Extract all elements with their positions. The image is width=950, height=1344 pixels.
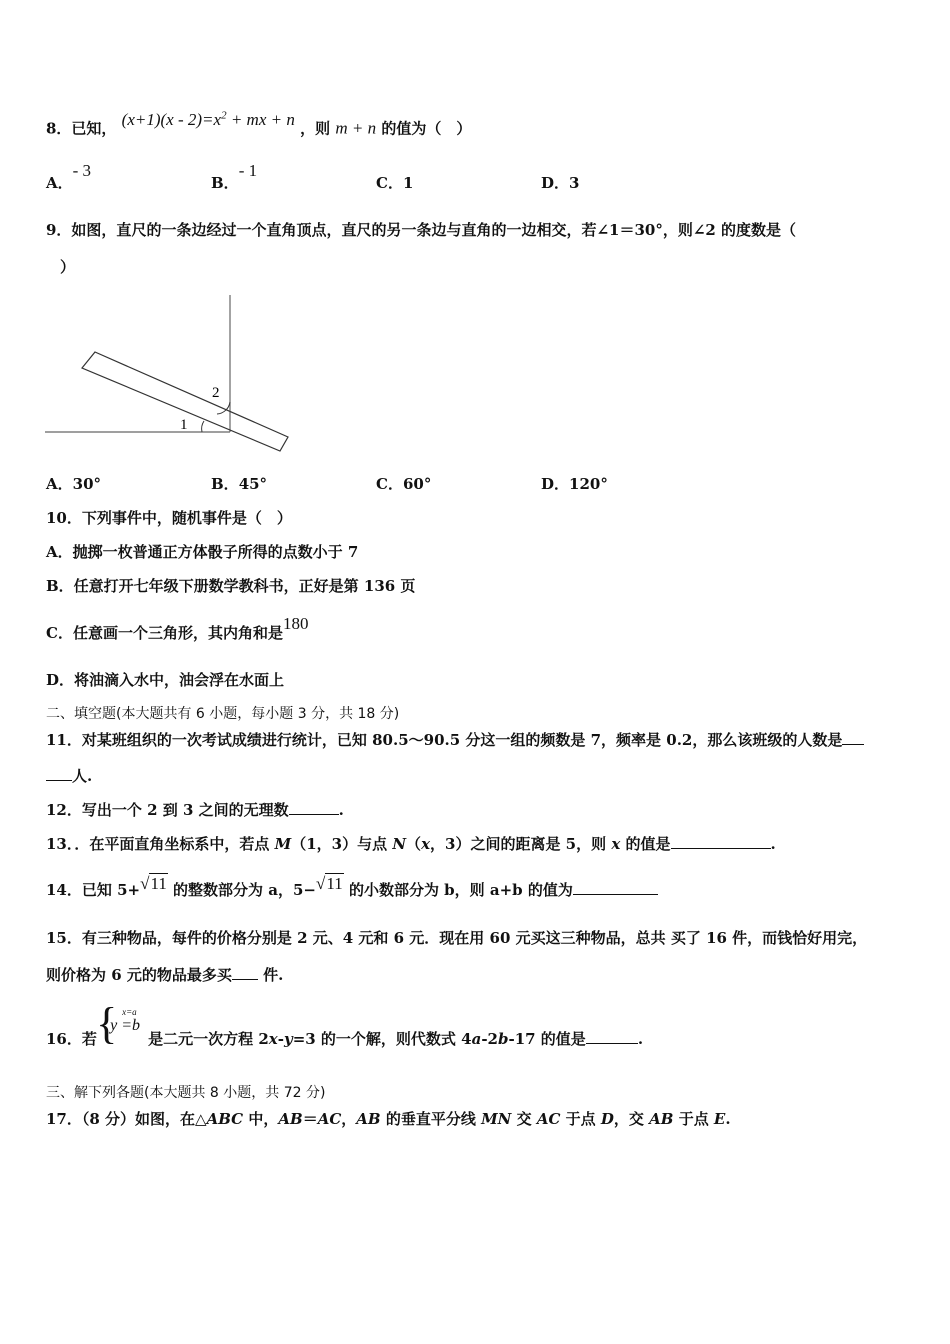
q8-eq-lhs: (x+1)(x - 2) <box>121 109 203 129</box>
q8-option-b-label: B． <box>211 174 239 192</box>
q17-part9: 于点 <box>673 1110 714 1128</box>
q9-option-c-label: C． <box>376 475 403 493</box>
q16-tail: . <box>637 1030 644 1048</box>
q17-seg-ab-3: AB <box>649 1110 674 1128</box>
q17-part3: ＝ <box>302 1110 318 1128</box>
q15-line2-text: 则价格为 6 元的物品最多买 <box>46 966 232 984</box>
q8-option-d-value: 3 <box>569 174 580 192</box>
q16-part1: 16．若 <box>46 1030 97 1048</box>
q10-option-c-math: 180 <box>282 614 309 633</box>
q9-label-2: 2 <box>212 385 220 401</box>
q16-blank[interactable] <box>586 1029 638 1044</box>
q8-equation <box>122 110 295 129</box>
q17-seg-ab-2: AB <box>356 1110 381 1128</box>
q9-option-a-label: A． <box>46 475 73 493</box>
q8-mid: ，则 <box>300 119 331 138</box>
q17-part7: 于点 <box>560 1110 601 1128</box>
q8-option-a <box>46 161 92 193</box>
question-15-line2 <box>46 965 283 985</box>
q10-option-d: D．将油滴入水中，油会浮在水面上 <box>46 671 285 689</box>
q14-blank[interactable] <box>573 880 658 895</box>
q12-blank[interactable] <box>289 800 339 815</box>
q16-var-x: x <box>268 1030 278 1048</box>
q17-part4: ， <box>341 1110 357 1128</box>
q9-option-d-label: D． <box>541 475 570 493</box>
q13-part3: （ <box>406 835 422 853</box>
q13-blank[interactable] <box>671 834 771 849</box>
q13-part4: ，3）之间的距离是 5，则 <box>430 835 612 853</box>
q8-option-d <box>541 173 579 193</box>
q8-eq-rhs: + mx + n <box>226 109 295 129</box>
q9-option-d <box>541 474 608 494</box>
q11-blank-1[interactable] <box>842 730 864 745</box>
q8-option-a-value: - 3 <box>72 161 92 180</box>
q16-part4: =3 的一个解，则代数式 4 <box>292 1030 472 1048</box>
q9-option-b <box>211 474 267 494</box>
q9-label-1: 1 <box>180 417 188 433</box>
q9-figure <box>40 290 300 460</box>
q12-text: 12．写出一个 2 到 3 之间的无理数 <box>46 801 289 819</box>
question-14 <box>46 874 658 900</box>
q16-equation-system <box>96 999 148 1048</box>
q13-tail: . <box>770 835 776 853</box>
q10-option-b: B．任意打开七年级下册数学教科书，正好是第 136 页 <box>46 577 416 595</box>
q8-eq-sign: = <box>202 109 214 129</box>
question-11-line2 <box>46 766 92 786</box>
q9-option-d-value: 120° <box>569 475 608 493</box>
q8-option-c-label: C． <box>376 174 403 192</box>
q13-part2: （1，3）与点 <box>291 835 393 853</box>
q9-option-b-label: B． <box>211 475 239 493</box>
q14-part2: 的整数部分为 a，5− <box>167 881 316 899</box>
q13-point-n: N <box>392 835 407 853</box>
q17-seg-ac-2: AC <box>536 1110 561 1128</box>
q17-line-mn: MN <box>481 1110 512 1128</box>
q13-var-x: x <box>421 835 431 853</box>
q17-part10: . <box>725 1110 731 1128</box>
q9-option-c-value: 60° <box>402 475 432 493</box>
question-11-line1 <box>46 730 864 750</box>
q17-part2: 中， <box>243 1110 279 1128</box>
q8-option-b <box>211 161 258 193</box>
q17-part8: ，交 <box>613 1110 650 1128</box>
q17-point-d: D <box>600 1110 614 1128</box>
q16-system-top: x=a <box>122 1007 137 1017</box>
q16-part5: -2 <box>481 1030 498 1048</box>
question-10-stem: 10．下列事件中，随机事件是（ ） <box>46 509 292 527</box>
q11-line2-tail: 人. <box>72 767 93 785</box>
q8-option-b-value: - 1 <box>238 161 258 180</box>
q11-blank-2[interactable] <box>46 766 72 781</box>
q17-part6: 交 <box>511 1110 537 1128</box>
question-8 <box>46 109 472 139</box>
q15-blank[interactable] <box>232 965 258 980</box>
q15-line2-tail: 件. <box>257 966 284 984</box>
q9-option-a <box>46 474 101 494</box>
q13-var-x-2: x <box>611 835 621 853</box>
q8-tail: 的值为（ ） <box>381 119 472 138</box>
question-12 <box>46 800 344 820</box>
q13-part1: 13．．在平面直角坐标系中，若点 <box>46 835 275 853</box>
q14-sqrt-2-value: 11 <box>326 874 343 893</box>
q8-eq-x: x <box>213 109 222 129</box>
q9-ruler <box>82 352 288 451</box>
q17-triangle-abc: ABC <box>206 1110 244 1128</box>
q16-var-y: y <box>283 1030 293 1048</box>
q14-sqrt-1: √11 <box>140 874 167 893</box>
q14-sqrt-2: √11 <box>316 874 343 893</box>
q16-part6: -17 的值是 <box>508 1030 586 1048</box>
question-9-line1: 9．如图，直尺的一条边经过一个直角顶点，直尺的另一条边与直角的一边相交，若∠1＝30°，则∠2 的度数是（ <box>46 221 797 239</box>
q14-part3: 的小数部分为 b，则 a+b 的值为 <box>343 881 573 899</box>
q8-option-a-label: A． <box>46 174 73 192</box>
q16-part2: 是二元一次方程 2 <box>148 1030 269 1048</box>
q16-part3: - <box>277 1030 284 1048</box>
q12-tail: . <box>338 801 344 819</box>
q11-line1-text: 11．对某班组织的一次考试成绩进行统计，已知 80.5～90.5 分这一组的频数是 7，频率是 0.2，那么该班级的人数是 <box>46 731 843 749</box>
q8-expr: m + n <box>335 118 377 138</box>
q13-part5: 的值是 <box>620 835 671 853</box>
q17-point-e: E <box>713 1110 726 1128</box>
q10-option-c <box>46 614 309 643</box>
q14-part1: 14．已知 5+ <box>46 881 141 899</box>
section-2-heading: 二、填空题(本大题共有 6 小题，每小题 3 分，共 18 分) <box>46 706 400 722</box>
q8-eq-exponent: 2 <box>221 109 227 121</box>
q9-option-c <box>376 474 431 494</box>
q8-number: 8．已知， <box>46 119 117 138</box>
q9-option-b-value: 45° <box>238 475 268 493</box>
q17-part5: 的垂直平分线 <box>380 1110 482 1128</box>
question-15-line1: 15．有三种物品，每件的价格分别是 2 元、4 元和 6 元．现在用 60 元买这三种物品，总共 买了 16 件，而钱恰好用完， <box>46 929 868 947</box>
q14-sqrt-1-value: 11 <box>150 874 167 893</box>
q16-left-brace: { <box>96 999 118 1048</box>
question-13 <box>46 834 776 854</box>
q13-point-m: M <box>274 835 292 853</box>
question-17 <box>46 1109 731 1129</box>
q17-part1: 17．（8 分）如图，在△ <box>46 1110 207 1128</box>
q10-option-c-text: C．任意画一个三角形，其内角和是 <box>46 624 283 642</box>
q8-option-d-label: D． <box>541 174 570 192</box>
q9-option-a-value: 30° <box>72 475 102 493</box>
q17-seg-ab-1: AB <box>278 1110 303 1128</box>
q8-option-c <box>376 173 413 193</box>
q9-angle1-arc <box>202 421 204 432</box>
q17-seg-ac-1: AC <box>317 1110 342 1128</box>
q16-system-bottom: y =b <box>110 1017 141 1034</box>
q16-var-a: a <box>471 1030 482 1048</box>
q16-var-b: b <box>497 1030 509 1048</box>
section-3-heading: 三、解下列各题(本大题共 8 小题，共 72 分) <box>46 1085 326 1101</box>
question-9-line2: ） <box>60 258 76 276</box>
q8-option-c-value: 1 <box>402 174 414 192</box>
q10-option-a: A．抛掷一枚普通正方体骰子所得的点数小于 7 <box>46 543 359 561</box>
question-16 <box>46 999 644 1049</box>
